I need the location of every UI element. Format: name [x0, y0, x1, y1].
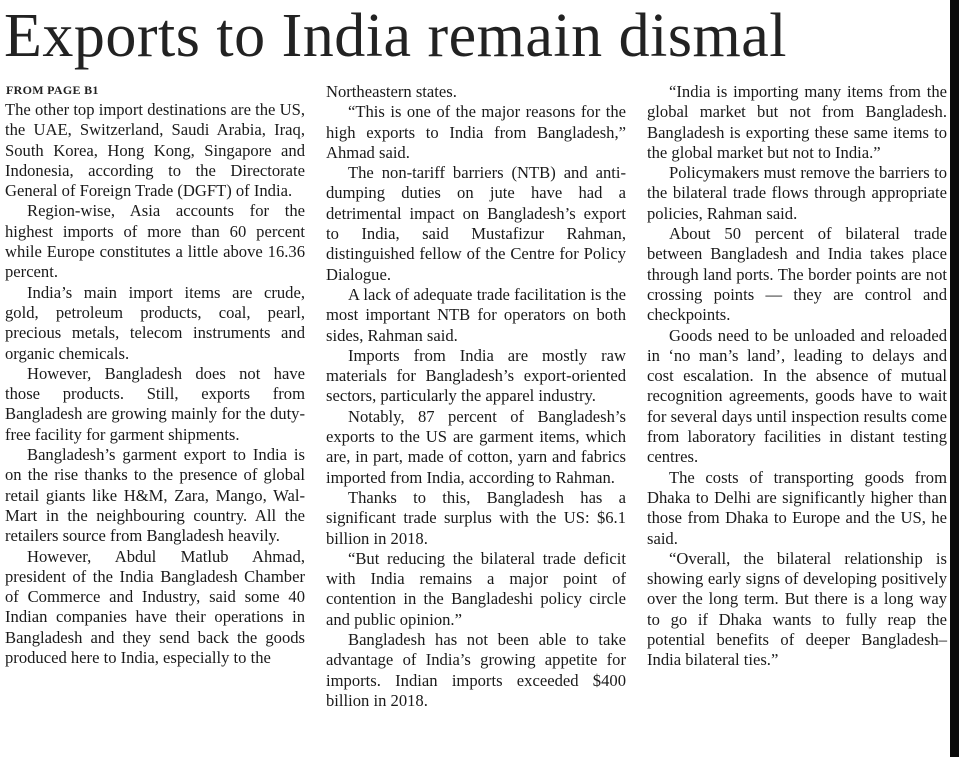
article-column-1 [5, 100, 305, 668]
paragraph: “But reducing the bilateral trade deficit with India remains a major point of contention in the Bangladeshi policy circle and public opinion.” [326, 548, 626, 629]
paragraph: However, Bangladesh does not have those products. Still, exports from Bangladesh are growing mainly for the duty-free facility for garment shipments. [5, 363, 305, 444]
paragraph: About 50 percent of bilateral trade between Bangladesh and India takes place through land ports. The border points are not crossing points — they are control and checkpoints. [647, 224, 947, 325]
paragraph: Notably, 87 percent of Bangladesh’s exports to the US are garment items, which are, in part, made of cotton, yarn and fabrics imported from India, according to Rahman. [326, 406, 626, 487]
article-column-3 [647, 82, 947, 671]
paragraph: The non-tariff barriers (NTB) and anti-dumping duties on jute have had a detrimental impact on Bangladesh’s export to India, said Mustafizur Rahman, distinguished fellow of the Centre for Policy Dialogue. [326, 163, 626, 284]
paragraph: India’s main import items are crude, gold, petroleum products, coal, pearl, precious metals, telecom instruments and organic chemicals. [5, 282, 305, 363]
paragraph: Imports from India are mostly raw materials for Bangladesh’s export-oriented sectors, particularly the apparel industry. [326, 345, 626, 406]
continued-from-label: FROM PAGE B1 [6, 83, 99, 97]
paragraph: However, Abdul Matlub Ahmad, president of the India Bangladesh Chamber of Commerce and Industry, said some 40 Indian companies have their operations in Bangladesh and they send back the goods produced here to India, especially to the [5, 546, 305, 668]
paragraph: Bangladesh has not been able to take advantage of India’s growing appetite for imports. Indian imports exceeded $400 billion in 2018. [326, 630, 626, 710]
paragraph: “This is one of the major reasons for the high exports to India from Bangladesh,” Ahmad said. [326, 102, 626, 162]
paragraph: Northeastern states. [326, 82, 457, 101]
paragraph: The costs of transporting goods from Dhaka to Delhi are significantly higher than those from Dhaka to Europe and the US, he said. [647, 467, 947, 548]
article-column-2 [326, 82, 626, 711]
paragraph: “Overall, the bilateral relationship is showing early signs of developing positively over the long term. But there is a long way to go if Dhaka wants to fully reap the potential benefits of deeper Bangladesh–India bilateral ties.” [647, 548, 947, 670]
paragraph: “India is importing many items from the global market but not from Bangladesh. Bangladesh is exporting these same items to the global market but not to India.” [647, 82, 947, 162]
paragraph: Policymakers must remove the barriers to the bilateral trade flows through appropriate policies, Rahman said. [647, 163, 947, 223]
headline: Exports to India remain dismal [4, 2, 787, 70]
paragraph: The other top import destinations are the US, the UAE, Switzerland, Saudi Arabia, Iraq, South Korea, Hong Kong, Singapore and Indonesia, according to the Directorate General of Foreign Trade (DGFT) of India. [5, 100, 305, 201]
paragraph: Goods need to be unloaded and reloaded in ‘no man’s land’, leading to delays and cost escalation. In the absence of mutual recognition agreements, goods have to wait for several days until inspection results come from laboratory facilities in distant testing centres. [647, 325, 947, 467]
paragraph: A lack of adequate trade facilitation is the most important NTB for operators on both sides, Rahman said. [326, 284, 626, 345]
paragraph: Region-wise, Asia accounts for the highest imports of more than 60 percent while Europe constitutes a little above 16.36 percent. [5, 201, 305, 282]
paragraph: Thanks to this, Bangladesh has a significant trade surplus with the US: $6.1 billion in 2018. [326, 487, 626, 548]
scan-edge-border [950, 0, 959, 757]
paragraph: Bangladesh’s garment export to India is on the rise thanks to the presence of global retail giants like H&M, Zara, Mango, Wal-Mart in the neighbouring country. All the retailers source from Bangladesh heavily. [5, 445, 305, 546]
